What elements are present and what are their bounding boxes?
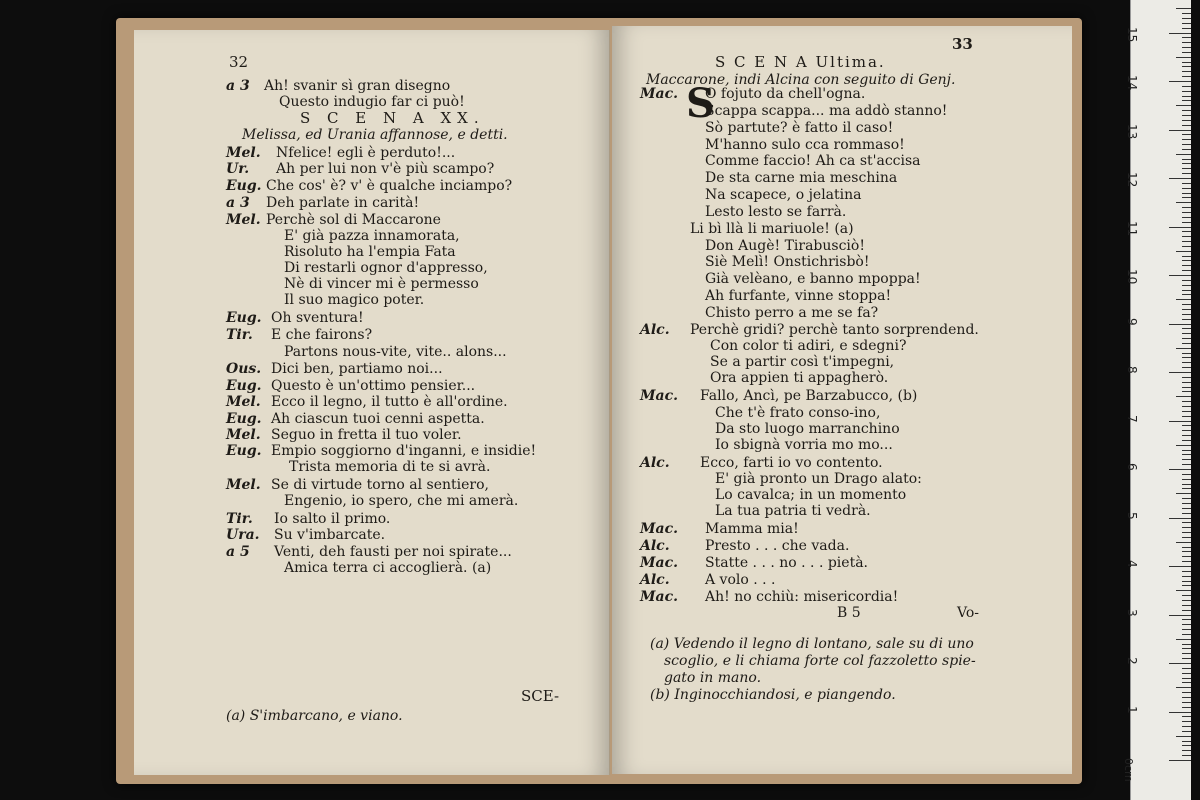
verse-line: Di restarli ognor d'appresso, (284, 260, 488, 276)
verse-line: Siè Melì! Onstichrisbò! (705, 254, 870, 270)
ruler-unit-label: 0cm (1122, 758, 1135, 782)
ruler-tick (1182, 401, 1191, 402)
ruler-tick (1182, 406, 1191, 407)
verse-line: S C E N A XX. (300, 109, 485, 127)
verse-line: Risoluto ha l'empia Fata (284, 244, 456, 260)
ruler-tick (1169, 275, 1191, 276)
stage-direction: Maccarone, indi Alcina con seguito di Genj. (646, 72, 956, 88)
verse-line: Chisto perro a me se fa? (705, 305, 879, 321)
left-page-text (134, 30, 609, 775)
verse-line: Scappa scappa... ma addò stanno! (705, 103, 948, 119)
ruler-tick (1182, 527, 1191, 528)
speaker-label: Alc. (640, 572, 670, 588)
ruler-tick (1182, 581, 1191, 582)
ruler-tick (1182, 139, 1191, 140)
ruler-tick (1182, 537, 1191, 538)
ruler-tick (1182, 212, 1191, 213)
verse-line: Melissa, ed Urania affannose, e detti. (242, 127, 508, 143)
verse-line: Dici ben, partiamo noi... (271, 361, 443, 377)
ruler-tick (1176, 251, 1191, 252)
verse-line: Ah! svanir sì gran disegno (264, 78, 451, 94)
ruler-tick (1182, 741, 1191, 742)
ruler-tick (1182, 183, 1191, 184)
ruler-tick (1182, 285, 1191, 286)
catchword-right: Vo- (957, 605, 979, 621)
ruler-tick (1169, 615, 1191, 616)
speaker-label: Alc. (640, 322, 670, 338)
ruler-tick (1176, 348, 1191, 349)
ruler-tick (1182, 653, 1191, 654)
speaker-label: Mel. (226, 394, 261, 410)
verse-line: Partons nous-vite, vite.. alons... (284, 344, 507, 360)
ruler-tick (1182, 319, 1191, 320)
verse-line: Ecco il legno, il tutto è all'ordine. (271, 394, 508, 410)
ruler-tick (1182, 387, 1191, 388)
speaker-label: Mel. (226, 427, 261, 443)
drop-cap-s: S (686, 80, 715, 127)
scene-title: S C E N A Ultima. (715, 53, 886, 71)
ruler-tick (1182, 13, 1191, 14)
ruler-tick (1182, 280, 1191, 281)
ruler-tick (1182, 484, 1191, 485)
ruler-tick (1182, 513, 1191, 514)
ruler-tick (1182, 357, 1191, 358)
speaker-label: Ura. (226, 527, 260, 543)
verse-line: Mamma mia! (705, 521, 799, 537)
ruler-tick (1182, 241, 1191, 242)
verse-line: Io sbignà vorria mo mo... (715, 437, 893, 453)
ruler-tick (1182, 750, 1191, 751)
verse-line: Fallo, Ancì, pe Barzabucco, (b) (700, 388, 918, 404)
ruler-tick (1182, 595, 1191, 596)
speaker-label: Mac. (640, 86, 678, 102)
verse-line: M'hanno sulo cca rommaso! (705, 137, 905, 153)
verse-line: Presto . . . che vada. (705, 538, 850, 554)
ruler-tick (1182, 508, 1191, 509)
ruler-tick (1176, 8, 1191, 9)
ruler-tick (1182, 42, 1191, 43)
verse-line: Na scapece, o jelatina (705, 187, 862, 203)
ruler-tick (1182, 115, 1191, 116)
ruler-tick (1182, 425, 1191, 426)
ruler-tick (1182, 110, 1191, 111)
ruler-tick (1182, 173, 1191, 174)
ruler-tick (1169, 421, 1191, 422)
measuring-ruler (1122, 0, 1191, 800)
ruler-tick (1182, 159, 1191, 160)
ruler-tick (1182, 532, 1191, 533)
speaker-label: Eug. (226, 411, 262, 427)
verse-line: Già velèano, e banno mpoppa! (705, 271, 921, 287)
ruler-tick (1182, 678, 1191, 679)
ruler-tick (1182, 571, 1191, 572)
verse-line: Engenio, io spero, che mi amerà. (284, 493, 519, 509)
ruler-tick (1182, 556, 1191, 557)
ruler-number: 13 (1125, 123, 1139, 139)
speaker-label: Mac. (640, 555, 678, 571)
ruler-tick (1182, 71, 1191, 72)
ruler-tick (1176, 105, 1191, 106)
ruler-tick (1182, 488, 1191, 489)
ruler-tick (1182, 416, 1191, 417)
ruler-tick (1182, 66, 1191, 67)
verse-line: Se di virtude torno al sentiero, (271, 477, 489, 493)
speaker-label: Alc. (640, 538, 670, 554)
verse-line: Ah ciascun tuoi cenni aspetta. (271, 411, 485, 427)
verse-line: Venti, deh fausti per noi spirate... (274, 544, 512, 560)
ruler-tick (1169, 372, 1191, 373)
ruler-tick (1182, 682, 1191, 683)
ruler-tick (1182, 193, 1191, 194)
ruler-tick (1182, 726, 1191, 727)
verse-line: Da sto luogo marranchino (715, 421, 900, 437)
speaker-label: Eug. (226, 443, 262, 459)
verse-line: Trista memoria di te si avrà. (289, 459, 491, 475)
verse-line: Che t'è frato conso-ino, (715, 405, 881, 421)
verse-line: Seguo in fretta il tuo voler. (271, 427, 462, 443)
ruler-tick (1176, 202, 1191, 203)
ruler-tick (1182, 100, 1191, 101)
ruler-number: 9 (1125, 317, 1139, 326)
ruler-tick (1182, 716, 1191, 717)
ruler-tick (1182, 430, 1191, 431)
ruler-tick (1182, 207, 1191, 208)
ruler-tick (1182, 692, 1191, 693)
verse-line: Comme faccio! Ah ca st'accisa (705, 153, 921, 169)
ruler-tick (1182, 367, 1191, 368)
ruler-tick (1169, 33, 1191, 34)
page-number-right: 33 (952, 35, 973, 53)
ruler-number: 14 (1125, 75, 1139, 91)
ruler-tick (1182, 290, 1191, 291)
verse-line: La tua patria ti vedrà. (715, 503, 871, 519)
footnote-line: (a) Vedendo il legno di lontano, sale su di uno (650, 636, 974, 652)
ruler-tick (1182, 382, 1191, 383)
verse-line: Questo è un'ottimo pensier... (271, 378, 476, 394)
ruler-tick (1182, 551, 1191, 552)
ruler-number: 1 (1125, 705, 1139, 714)
ruler-tick (1182, 246, 1191, 247)
verse-line: O fojuto da chell'ogna. (705, 86, 866, 102)
ruler-tick (1182, 450, 1191, 451)
speaker-label: Mel. (226, 212, 261, 228)
ruler-tick (1182, 217, 1191, 218)
ruler-tick (1182, 454, 1191, 455)
ruler-tick (1182, 304, 1191, 305)
ruler-number: 8 (1125, 366, 1139, 374)
speaker-label: Eug. (226, 178, 262, 194)
speaker-label: Eug. (226, 378, 262, 394)
verse-line: Ah per lui non v'è più scampo? (276, 161, 495, 177)
catchword-left: SCE- (521, 687, 560, 705)
verse-line: Oh sventura! (271, 310, 364, 326)
ruler-tick (1182, 697, 1191, 698)
page-number-left: 32 (229, 53, 249, 71)
ruler-tick (1176, 736, 1191, 737)
footnote-line: scoglio, e li chiama forte col fazzoletto spie- (664, 653, 976, 669)
ruler-number: 10 (1125, 269, 1139, 285)
ruler-tick (1182, 294, 1191, 295)
ruler-tick (1182, 576, 1191, 577)
ruler-tick (1182, 755, 1191, 756)
ruler-tick (1182, 411, 1191, 412)
verse-line: E' già pazza innamorata, (284, 228, 460, 244)
signature-mark: B 5 (837, 605, 861, 621)
verse-line: Ah furfante, vinne stoppa! (705, 288, 892, 304)
speaker-label: a 5 (226, 544, 250, 560)
verse-line: Io salto il primo. (274, 511, 391, 527)
ruler-tick (1169, 712, 1191, 713)
ruler-tick (1169, 566, 1191, 567)
ruler-tick (1176, 445, 1191, 446)
ruler-number: 7 (1125, 414, 1139, 423)
ruler-tick (1182, 391, 1191, 392)
ruler-tick (1182, 624, 1191, 625)
ruler-tick (1182, 619, 1191, 620)
ruler-tick (1182, 86, 1191, 87)
right-page (612, 26, 1072, 774)
speaker-label: a 3 (226, 195, 250, 211)
ruler-tick (1169, 663, 1191, 664)
ruler-tick (1182, 353, 1191, 354)
ruler-tick (1176, 590, 1191, 591)
ruler-tick (1182, 479, 1191, 480)
ruler-tick (1182, 648, 1191, 649)
ruler-tick (1182, 52, 1191, 53)
speaker-label: Mel. (226, 145, 261, 161)
ruler-tick (1169, 760, 1191, 761)
verse-line: Nè di vincer mi è permesso (284, 276, 479, 292)
verse-line: Lo cavalca; in un momento (715, 487, 907, 503)
ruler-tick (1176, 396, 1191, 397)
ruler-tick (1182, 168, 1191, 169)
verse-line: Su v'imbarcate. (274, 527, 386, 543)
verse-line: Li bì llà li mariuole! (a) (690, 221, 854, 237)
ruler-tick (1182, 745, 1191, 746)
speaker-label: Ur. (226, 161, 250, 177)
verse-line: Statte . . . no . . . pietà. (705, 555, 868, 571)
ruler-tick (1182, 144, 1191, 145)
ruler-number: 4 (1125, 560, 1139, 568)
ruler-tick (1182, 435, 1191, 436)
verse-line: Il suo magico poter. (284, 292, 425, 308)
speaker-label: Ous. (226, 361, 262, 377)
ruler-number: 15 (1125, 26, 1139, 42)
speaker-label: Mac. (640, 521, 678, 537)
ruler-tick (1182, 37, 1191, 38)
ruler-tick (1182, 260, 1191, 261)
verse-line: Sò partute? è fatto il caso! (705, 120, 894, 136)
ruler-tick (1182, 91, 1191, 92)
ruler-tick (1176, 542, 1191, 543)
ruler-tick (1182, 328, 1191, 329)
ruler-tick (1182, 96, 1191, 97)
verse-line: A volo . . . (705, 572, 776, 588)
verse-line: Amica terra ci accoglierà. (a) (284, 560, 492, 576)
verse-line: Perchè sol di Maccarone (266, 212, 441, 228)
ruler-tick (1176, 57, 1191, 58)
ruler-tick (1176, 299, 1191, 300)
ruler-tick (1182, 28, 1191, 29)
ruler-tick (1182, 522, 1191, 523)
ruler-tick (1182, 76, 1191, 77)
verse-line: Nfelice! egli è perduto!... (276, 145, 456, 161)
ruler-tick (1182, 634, 1191, 635)
verse-line: Ora appien ti appagherò. (710, 370, 889, 386)
ruler-number: 12 (1125, 172, 1139, 188)
ruler-tick (1176, 639, 1191, 640)
ruler-tick (1182, 658, 1191, 659)
ruler-tick (1182, 547, 1191, 548)
ruler-tick (1182, 731, 1191, 732)
ruler-tick (1182, 62, 1191, 63)
ruler-number: 6 (1125, 463, 1139, 471)
speaker-label: Mel. (226, 477, 261, 493)
ruler-tick (1169, 469, 1191, 470)
ruler-tick (1182, 721, 1191, 722)
ruler-tick (1182, 498, 1191, 499)
ruler-tick (1169, 324, 1191, 325)
ruler-tick (1182, 702, 1191, 703)
ruler-tick (1182, 474, 1191, 475)
verse-line: Don Augè! Tirabusciò! (705, 238, 865, 254)
verse-line: De sta carne mia meschina (705, 170, 898, 186)
ruler-tick (1182, 270, 1191, 271)
ruler-tick (1182, 197, 1191, 198)
ruler-tick (1182, 231, 1191, 232)
ruler-tick (1182, 314, 1191, 315)
verse-line: Perchè gridi? perchè tanto sorprendend. (690, 322, 979, 338)
ruler-tick (1182, 644, 1191, 645)
ruler-tick (1169, 130, 1191, 131)
ruler-tick (1182, 668, 1191, 669)
ruler-tick (1176, 154, 1191, 155)
speaker-label: Mac. (640, 388, 678, 404)
left-page (134, 30, 610, 775)
speaker-label: Tir. (226, 327, 253, 343)
ruler-tick (1182, 120, 1191, 121)
ruler-tick (1169, 178, 1191, 179)
verse-line: Con color ti adiri, e sdegni? (710, 338, 907, 354)
ruler-tick (1176, 493, 1191, 494)
verse-line: Empio soggiorno d'inganni, e insidie! (271, 443, 537, 459)
speaker-label: Tir. (226, 511, 253, 527)
ruler-tick (1182, 362, 1191, 363)
ruler-number: 3 (1125, 608, 1139, 617)
ruler-tick (1169, 227, 1191, 228)
ruler-tick (1182, 333, 1191, 334)
ruler-tick (1182, 18, 1191, 19)
ruler-tick (1182, 47, 1191, 48)
ruler-tick (1182, 343, 1191, 344)
verse-line: Ecco, farti io vo contento. (700, 455, 883, 471)
verse-line: E' già pronto un Drago alato: (715, 471, 922, 487)
ruler-tick (1176, 687, 1191, 688)
ruler-tick (1182, 503, 1191, 504)
ruler-tick (1182, 188, 1191, 189)
speaker-label: Alc. (640, 455, 670, 471)
verse-line: Se a partir così t'impegni, (710, 354, 895, 370)
ruler-tick (1182, 605, 1191, 606)
ruler-tick (1182, 125, 1191, 126)
verse-line: Lesto lesto se farrà. (705, 204, 847, 220)
ruler-tick (1182, 256, 1191, 257)
speaker-label: a 3 (226, 78, 250, 94)
ruler-tick (1182, 600, 1191, 601)
verse-line: Deh parlate in carità! (266, 195, 420, 211)
ruler-tick (1182, 440, 1191, 441)
ruler-tick (1182, 561, 1191, 562)
ruler-tick (1182, 163, 1191, 164)
ruler-tick (1182, 338, 1191, 339)
ruler-tick (1182, 236, 1191, 237)
ruler-tick (1169, 518, 1191, 519)
ruler-tick (1182, 265, 1191, 266)
ruler-tick (1182, 222, 1191, 223)
ruler-number: 5 (1125, 511, 1139, 520)
speaker-label: Mac. (640, 589, 678, 605)
verse-line: Questo indugio far ci può! (279, 94, 465, 110)
ruler-tick (1169, 81, 1191, 82)
verse-line: E che fairons? (271, 327, 373, 343)
ruler-number: 11 (1125, 220, 1139, 236)
ruler-tick (1182, 23, 1191, 24)
ruler-tick (1182, 673, 1191, 674)
ruler-tick (1182, 149, 1191, 150)
footnote-line: (b) Inginocchiandosi, e piangendo. (650, 687, 896, 703)
ruler-tick (1182, 377, 1191, 378)
ruler-number: 2 (1125, 657, 1139, 665)
speaker-label: Eug. (226, 310, 262, 326)
ruler-tick (1182, 134, 1191, 135)
footnote-left: (a) S'imbarcano, e viano. (226, 708, 403, 724)
verse-line: Che cos' è? v' è qualche inciampo? (266, 178, 513, 194)
footnote-line: gato in mano. (664, 670, 762, 686)
ruler-tick (1182, 464, 1191, 465)
ruler-tick (1182, 707, 1191, 708)
ruler-tick (1182, 585, 1191, 586)
ruler-tick (1182, 629, 1191, 630)
ruler-tick (1182, 610, 1191, 611)
verse-line: Ah! no cchiù: misericordia! (705, 589, 899, 605)
ruler-tick (1182, 309, 1191, 310)
ruler-tick (1182, 459, 1191, 460)
